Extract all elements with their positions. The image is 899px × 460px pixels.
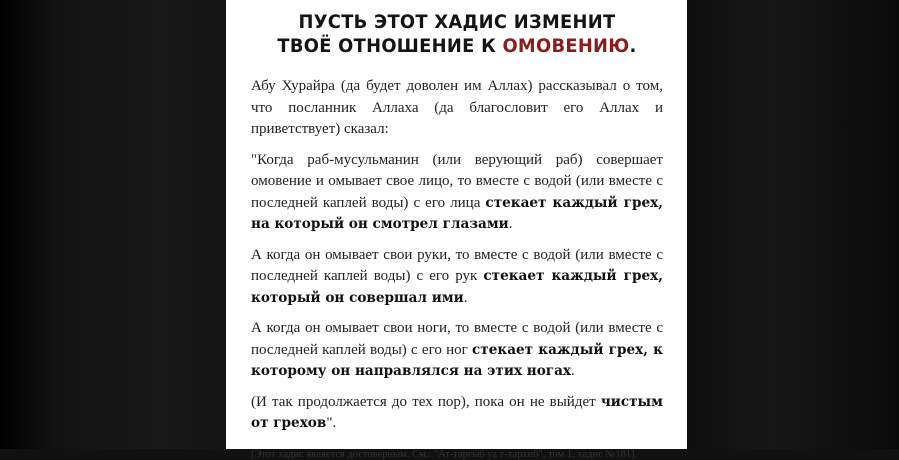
hadith-card — [226, 0, 687, 460]
hands-end: . — [463, 289, 468, 306]
hands-bold: стекает каждый грех, который он совершал ими — [251, 268, 663, 306]
title-line-2-prefix: ТВОЁ ОТНОШЕНИЕ К — [277, 35, 503, 57]
feet-paragraph — [251, 318, 663, 383]
face-text: "Когда раб-мусульманин (или верующий раб) совершает омовение и омывает свое лицо, то вместе с водой (или вместе с последней каплей воды) с его лица — [251, 151, 663, 211]
end-bold: чистым от грехов — [251, 393, 663, 431]
intro-paragraph: Абу Хурайра (да будет доволен им Аллах) рассказывал о том, что посланник Аллаха (да благословит его Аллах и приветствует) сказал: — [251, 78, 663, 137]
ending-paragraph — [251, 392, 663, 435]
title-accent-word: ОМОВЕНИЮ — [502, 35, 630, 57]
face-paragraph — [251, 150, 663, 236]
feet-end: . — [571, 363, 575, 379]
face-bold: стекает каждый грех, на который он смотрел глазами — [251, 194, 663, 232]
source-citation: [Этот хадис является достоверным. См.: "Ат-таргыб уа т-тархиб", том 1, хадис №181]. — [251, 448, 638, 460]
feet-text: А когда он омывает свои ноги, то вместе с водой (или вместе с последней каплей воды) с его ног — [251, 320, 663, 358]
face-end: . — [508, 216, 513, 232]
title-line-1: ПУСТЬ ЭТОТ ХАДИС ИЗМЕНИТ — [298, 11, 616, 33]
hands-paragraph — [251, 245, 663, 310]
feet-bold: стекает каждый грех, к которому он направлялся на этих ногах — [251, 341, 663, 379]
hands-text: А когда он омывает свои руки, то вместе с водой (или вместе с последней каплей воды) с его рук — [251, 246, 663, 284]
end-end: ". — [326, 415, 337, 431]
title-line-2 — [263, 34, 650, 58]
background-right — [687, 0, 899, 449]
end-text: (И так продолжается до тех пор), пока он не выйдет — [251, 393, 601, 410]
card-title — [263, 10, 650, 58]
title-line-2-suffix: . — [629, 35, 637, 57]
